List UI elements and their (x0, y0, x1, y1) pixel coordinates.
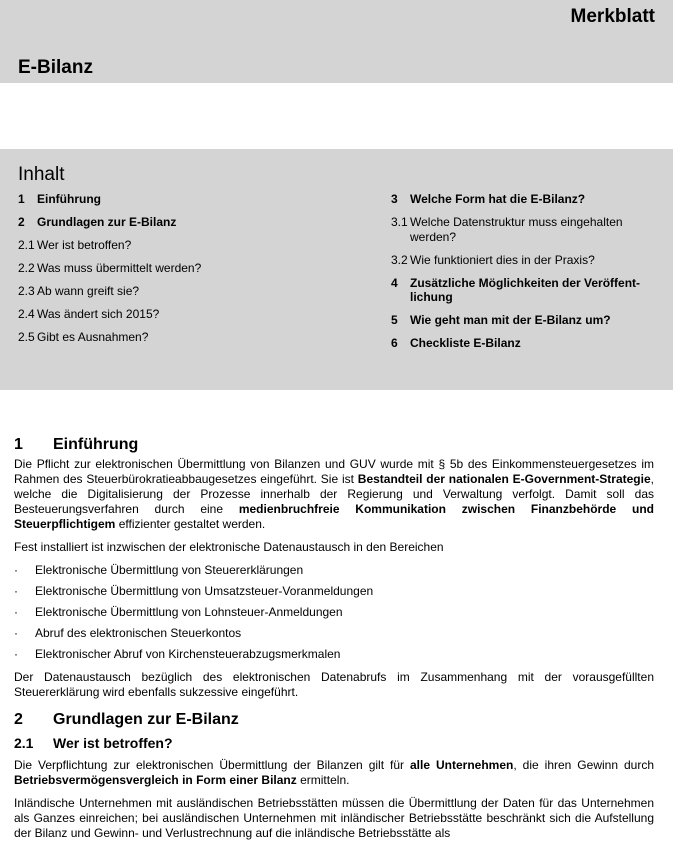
bullet-icon: · (14, 605, 18, 619)
document-title: E-Bilanz (18, 57, 93, 78)
toc-item[interactable] (18, 238, 348, 253)
list-item-text: Elektronischer Abruf von Kirchensteuerabzugsmerkmalen (35, 647, 341, 661)
emphasized-text: Bestandteil der nationalen E-Government-Strategie (357, 472, 651, 486)
list-item-text: Abruf des elektronischen Steuerkontos (35, 626, 242, 640)
toc-item-number: 6 (391, 336, 398, 350)
toc-item[interactable] (391, 313, 661, 328)
text-run: Die Pflicht zur elektronischen Übermittlung von Bilanzen und GUV wurde mit § 5b des Einkommensteuergesetzes im Rahmen des Steuerbürokratieabbaugesetzes eingeführt. Sie ist (14, 457, 654, 486)
toc-item-number: 2.3 (18, 284, 35, 298)
toc-item[interactable] (18, 330, 348, 345)
toc-item[interactable] (18, 284, 348, 299)
list-item-text: Elektronische Übermittlung von Lohnsteuer-Anmeldungen (35, 605, 343, 619)
toc-item-label: Wie funktioniert dies in der Praxis? (410, 252, 595, 267)
subsection-title: Wer ist betroffen? (53, 735, 173, 751)
toc-item-label: Checkliste E-Bilanz (410, 336, 521, 350)
bullet-icon: · (14, 584, 18, 598)
emphasized-text: alle Unternehmen (410, 758, 514, 772)
list-item-text: Elektronische Übermittlung von Umsatzsteuer-Voranmeldungen (35, 584, 374, 598)
section-heading-einfuehrung (14, 435, 654, 455)
toc-column-right (391, 192, 661, 359)
toc-item-label: Wer ist betroffen? (37, 238, 132, 252)
toc-column-left (18, 192, 348, 353)
paragraph: Der Datenaustausch bezüglich des elektronischen Datenabrufs im Zusammenhang mit der vorausgefüllten Steuererklärung wird ebenfalls sukzessive eingeführt. (14, 670, 654, 699)
section-title: Grundlagen zur E-Bilanz (53, 711, 239, 728)
toc-item[interactable] (18, 307, 348, 322)
toc-item-number: 1 (18, 192, 25, 206)
toc-item[interactable] (391, 253, 661, 268)
toc-item-label: Zusätzliche Möglichkeiten der Veröffent-lichung (410, 275, 641, 304)
toc-item[interactable] (391, 215, 661, 244)
toc-item[interactable] (391, 336, 661, 351)
section-number: 2 (14, 711, 23, 728)
toc-item-label: Gibt es Ausnahmen? (37, 330, 149, 344)
bullet-icon: · (14, 647, 18, 661)
toc-item[interactable] (391, 276, 661, 305)
toc-item-label: Ab wann greift sie? (37, 284, 140, 298)
toc-item-label: Einführung (37, 192, 101, 206)
paragraph: Inländische Unternehmen mit ausländischen Betriebsstätten müssen die Übermittlung der Daten für das Unternehmen als Ganzes einreichen; bei ausländischen Unternehmen mit inländischer Betriebsstätte beschränkt sich die Aufstellung der Bilanz und Gewinn- und Verlustrechnung auf die inländische Betriebsstätte als (14, 796, 654, 840)
toc-item-label: Welche Datenstruktur muss eingehalten werden? (410, 215, 623, 244)
bullet-icon: · (14, 626, 18, 640)
toc-item-number: 2.1 (18, 238, 35, 252)
toc-item-label: Wie geht man mit der E-Bilanz um? (410, 313, 611, 327)
toc-heading: Inhalt (18, 164, 65, 185)
toc-item-number: 2.2 (18, 261, 35, 275)
text-run: Die Verpflichtung zur elektronischen Übermittlung der Bilanzen gilt für (14, 758, 410, 772)
subsection-heading-wer-ist-betroffen (14, 734, 654, 752)
list-item (14, 647, 654, 662)
paragraph (14, 457, 654, 532)
toc-item[interactable] (18, 215, 348, 230)
text-run: , welche die Digitalisierung der Prozesse innerhalb der Regierung und Verwaltung verfolgt. Damit soll das Besteuerungsverfahren durch eine (14, 472, 654, 516)
toc-item-number: 2.4 (18, 307, 35, 321)
section-title: Einführung (53, 436, 139, 453)
list-item (14, 563, 654, 578)
toc-item-label: Was muss übermittelt werden? (37, 261, 202, 275)
table-of-contents (0, 149, 673, 390)
document-type-label: Merkblatt (570, 6, 655, 27)
toc-item[interactable] (391, 192, 661, 207)
toc-item[interactable] (18, 261, 348, 276)
toc-item-number: 3 (391, 192, 398, 206)
text-run: , die ihren Gewinn durch (513, 758, 654, 772)
list-item-text: Elektronische Übermittlung von Steuererklärungen (35, 563, 304, 577)
list-item (14, 605, 654, 620)
emphasized-text: medienbruchfreie Kommunikation zwischen Finanzbehörde und Steuerpflichtigem (14, 502, 654, 531)
text-run: ermitteln. (296, 773, 350, 787)
toc-item-number: 3.1 (391, 215, 408, 229)
toc-item-number: 2.5 (18, 330, 35, 344)
section-number: 1 (14, 436, 23, 453)
toc-item-label: Welche Form hat die E-Bilanz? (410, 192, 586, 206)
toc-item-number: 4 (391, 275, 398, 290)
list-item (14, 584, 654, 599)
paragraph: Fest installiert ist inzwischen der elektronische Datenaustausch in den Bereichen (14, 540, 444, 554)
main-content (14, 435, 654, 849)
text-run: effizienter gestaltet werden. (115, 517, 266, 531)
section-heading-grundlagen (14, 710, 654, 730)
bullet-icon: · (14, 563, 18, 577)
toc-item[interactable] (18, 192, 348, 207)
header-band (0, 0, 673, 83)
paragraph (14, 758, 654, 788)
subsection-number: 2.1 (14, 735, 34, 751)
toc-item-label: Grundlagen zur E-Bilanz (37, 215, 177, 229)
emphasized-text: Betriebsvermögensvergleich in Form einer Bilanz (14, 773, 297, 787)
bullet-list (14, 563, 654, 662)
toc-item-label: Was ändert sich 2015? (37, 307, 160, 321)
toc-item-number: 2 (18, 215, 25, 229)
list-item (14, 626, 654, 641)
toc-item-number: 5 (391, 313, 398, 327)
toc-item-number: 3.2 (391, 252, 408, 267)
